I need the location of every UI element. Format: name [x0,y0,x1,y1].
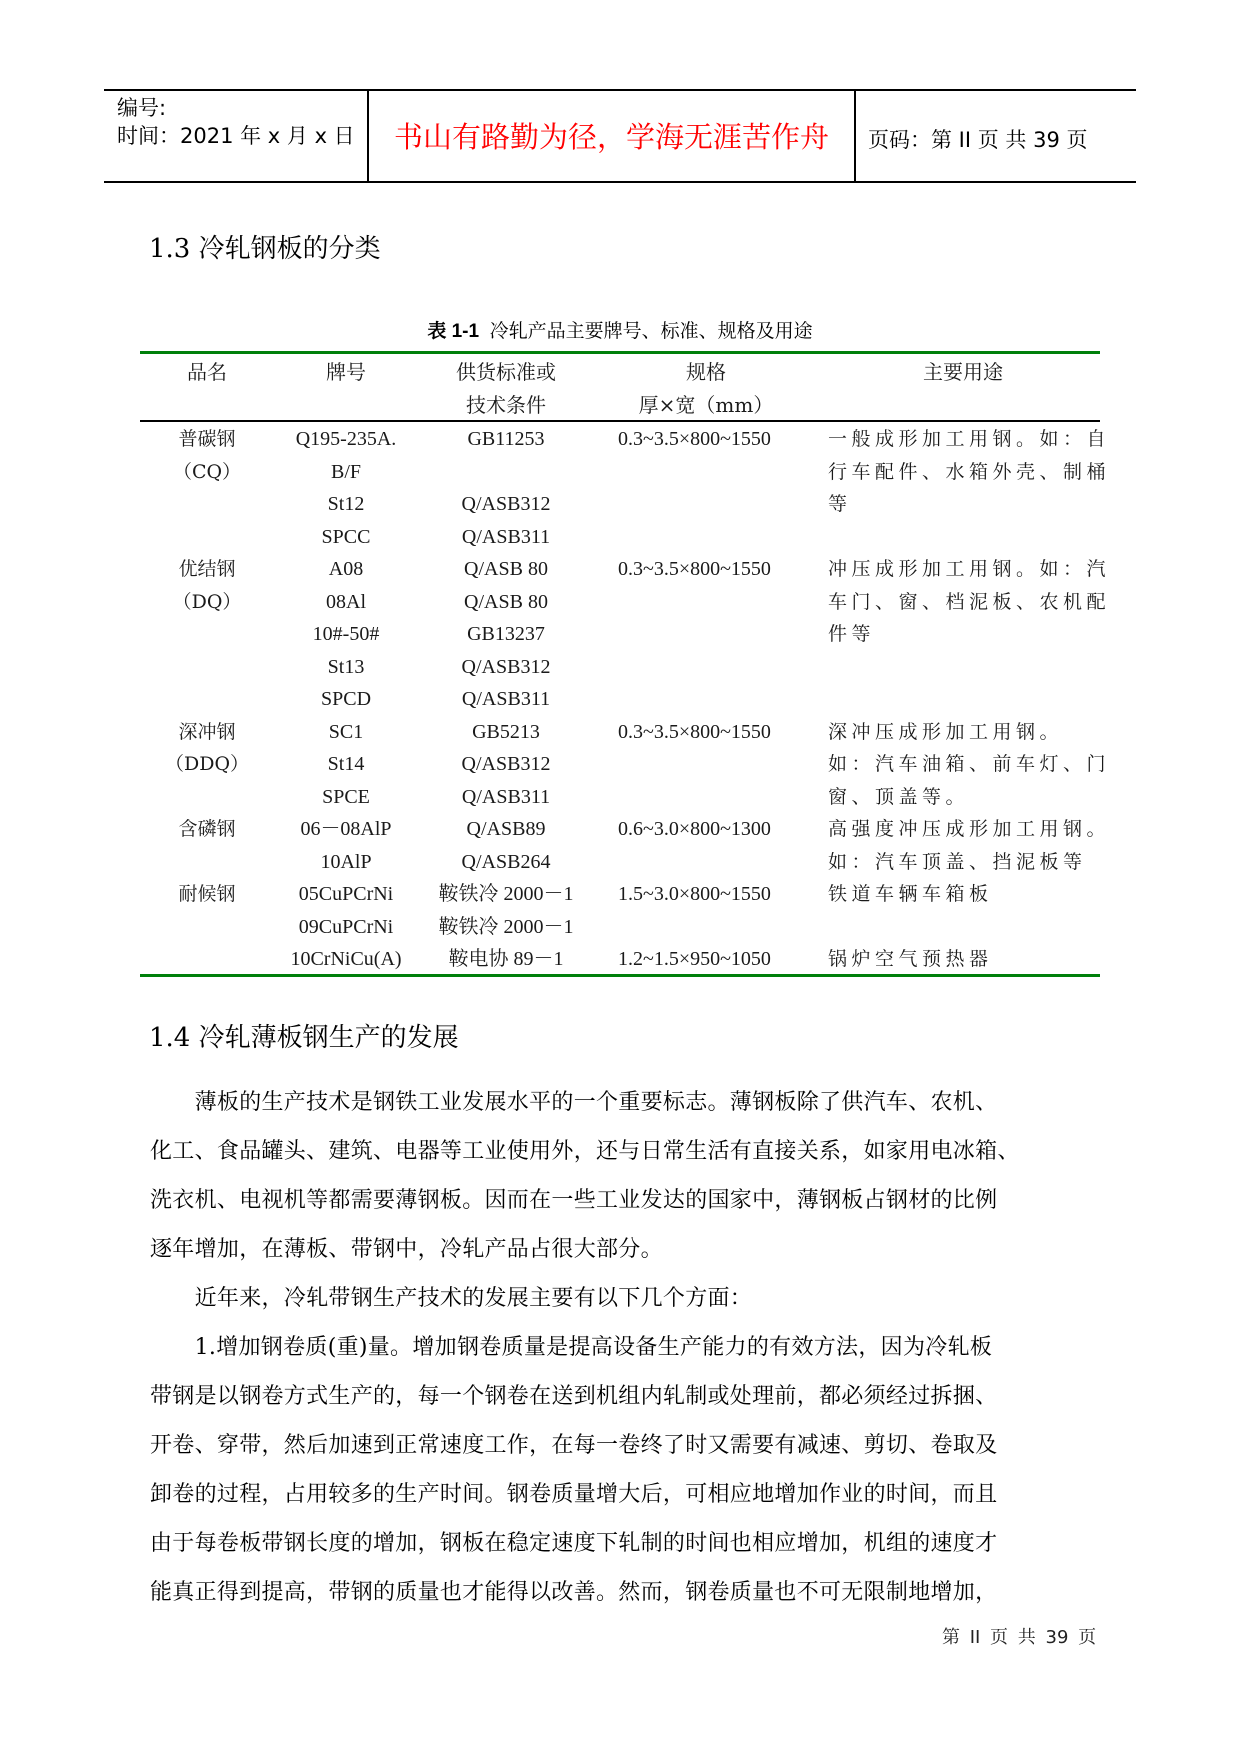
cell-spec: 0.3~3.5×800~1550 [618,428,771,450]
cell-spec: 0.3~3.5×800~1550 [618,720,771,743]
cell-standard: Q/ASB311 [461,688,551,710]
cell-standard: Q/ASB 80 [464,558,548,580]
body-line: 薄板的生产技术是钢铁工业发展水平的一个重要标志。薄钢板除了供汽车、农机、 [150,1090,998,1115]
header-top-rule [104,89,1136,91]
cell-usage: 如：汽车油箱、前车灯、门 [828,753,1111,775]
cell-standard: Q/ASB311 [461,785,551,808]
cell-usage: 高强度冲压成形加工用钢。 [828,818,1111,840]
cell-spec: 0.6~3.0×800~1300 [618,818,771,840]
cell-grade: 06－08AlP [300,818,392,840]
section-heading-1-3: 1.3 冷轧钢板的分类 [149,234,381,264]
table-number: 表 1-1 [427,321,480,342]
table-top-rule [140,351,1100,354]
header-grade: 牌号 [326,360,366,384]
cell-usage: 一般成形加工用钢。如：自 [828,428,1111,450]
header-standard-line1: 供货标准或 [456,360,556,384]
header-usage: 主要用途 [923,360,1003,384]
cell-usage: 窗、顶盖等。 [828,785,970,808]
body-line: 由于每卷板带钢长度的增加，钢板在稳定速度下轧制的时间也相应增加，机组的速度才 [150,1531,998,1556]
cell-usage: 车门、窗、档泥板、农机配 [828,590,1111,613]
cell-usage: 如：汽车顶盖、挡泥板等 [828,850,1087,873]
cell-usage: 锅炉空气预热器 [828,948,993,970]
body-line: 逐年增加，在薄板、带钢中，冷轧产品占很大部分。 [150,1237,663,1262]
cell-usage: 冲压成形加工用钢。如：汽 [828,558,1111,580]
time-label: 时间：2021 年 x 月 x 日 [117,124,355,148]
motto: 书山有路勤为径，学海无涯苦作舟 [393,120,829,154]
cell-spec: 1.2~1.5×950~1050 [618,948,771,970]
cell-usage: 行车配件、水箱外壳、制桶 [828,460,1111,483]
cell-standard: GB13237 [467,623,545,645]
header-spec-line2: 厚×宽（mm） [638,393,774,417]
cell-name: 含磷钢 [178,818,236,840]
cell-usage: 件等 [828,623,876,645]
cell-standard: GB5213 [472,720,540,743]
cell-grade: SC1 [328,720,364,743]
cell-grade: SPCE [322,785,370,808]
section-heading-1-4: 1.4 冷轧薄板钢生产的发展 [149,1023,459,1053]
cell-spec: 0.3~3.5×800~1550 [618,558,771,580]
header-bottom-rule [104,181,1136,183]
table-header-rule [140,420,1100,422]
cell-grade: 10#-50# [312,623,380,645]
cell-grade: 05CuPCrNi [298,883,394,905]
cell-grade: St13 [327,655,365,678]
cell-name: 普碳钢 [178,428,236,450]
cell-standard: Q/ASB311 [461,525,551,548]
cell-name: 优结钢 [178,558,236,580]
table-caption [140,316,1100,343]
table-bottom-rule [140,974,1100,977]
cell-standard: 鞍铁冷 2000－1 [438,883,574,905]
table-title: 冷轧产品主要牌号、标准、规格及用途 [489,321,813,342]
body-line: 能真正得到提高，带钢的质量也才能得以改善。然而，钢卷质量也不可无限制地增加， [150,1580,998,1605]
cell-grade: 10AlP [320,850,372,873]
body-line: 近年来，冷轧带钢生产技术的发展主要有以下几个方面： [150,1286,753,1311]
body-line: 洗衣机、电视机等都需要薄钢板。因而在一些工业发达的国家中，薄钢板占钢材的比例 [150,1188,998,1213]
cell-grade: SPCD [320,688,372,710]
cell-grade: Q195-235A. [295,428,397,450]
cell-grade: St12 [327,493,365,515]
cell-grade: SPCC [321,525,371,548]
cell-standard: 鞍铁冷 2000－1 [438,915,574,938]
cell-standard: GB11253 [467,428,545,450]
cell-standard: Q/ASB312 [461,493,551,515]
body-line: 带钢是以钢卷方式生产的，每一个钢卷在送到机组内轧制或处理前，都必须经过拆捆、 [150,1384,998,1409]
header-name: 品名 [187,360,227,384]
cell-name: （DQ） [172,590,242,613]
cell-standard: Q/ASB312 [461,655,551,678]
body-line: 化工、食品罐头、建筑、电器等工业使用外，还与日常生活有直接关系，如家用电冰箱、 [150,1139,1020,1164]
cell-grade: 10CrNiCu(A) [290,948,402,970]
cell-standard: 鞍电协 89－1 [448,948,564,970]
body-line: 卸卷的过程，占用较多的生产时间。钢卷质量增大后，可相应地增加作业的时间，而且 [150,1482,998,1507]
cell-standard: Q/ASB89 [466,818,546,840]
cell-grade: A08 [328,558,364,580]
cell-usage: 深冲压成形加工用钢。 [828,720,1064,743]
cell-standard: Q/ASB 80 [464,590,548,613]
header-standard-line2: 技术条件 [466,393,546,417]
cell-standard: Q/ASB264 [461,850,551,873]
cell-usage: 等 [828,493,852,515]
body-line: 1.增加钢卷质(重)量。增加钢卷质量是提高设备生产能力的有效方法，因为冷轧板 [150,1335,993,1360]
cell-grade: St14 [327,753,365,775]
serial-label: 编号: [117,96,167,120]
page-label: 页码：第 II 页 共 39 页 [868,128,1088,152]
cell-name: 耐候钢 [178,883,236,905]
page-footer: 第 II 页 共 39 页 [942,1627,1097,1648]
cell-usage: 铁道车辆车箱板 [828,883,993,905]
header-spec-line1: 规格 [686,360,726,384]
cell-name: 深冲钢 [178,720,236,743]
cell-name: （CQ） [172,460,242,483]
cell-grade: B/F [330,460,362,483]
cell-name: （DDQ） [164,753,250,775]
cell-grade: 08Al [326,590,366,613]
cell-grade: 09CuPCrNi [298,915,394,938]
cell-standard: Q/ASB312 [461,753,551,775]
header-divider-right [854,89,856,183]
cell-spec: 1.5~3.0×800~1550 [618,883,771,905]
body-line: 开卷、穿带，然后加速到正常速度工作，在每一卷终了时又需要有减速、剪切、卷取及 [150,1433,998,1458]
